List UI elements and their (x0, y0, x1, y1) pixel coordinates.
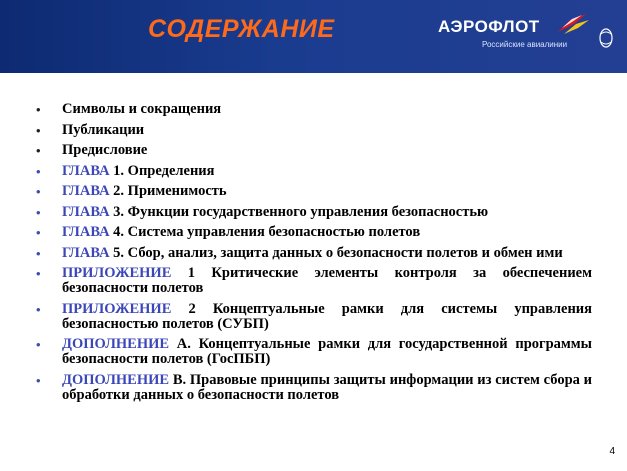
logo-name: АЭРОФЛОТ (438, 17, 540, 36)
bullet-icon: • (36, 143, 41, 158)
wings-icon (556, 10, 590, 36)
toc-item (36, 266, 592, 296)
toc-text: 1 Критические элементы контроля за обеспечением безопасности полетов (62, 265, 592, 296)
toc-text: 5. Сбор, анализ, защита данных о безопасности полетов и обмен ими (109, 244, 563, 261)
toc-item (36, 164, 592, 179)
toc-item (36, 123, 592, 138)
aeroflot-logo (438, 12, 613, 62)
toc-item (36, 143, 592, 158)
page-number: 4 (609, 446, 615, 457)
toc-item (36, 184, 592, 199)
toc-text: 4. Система управления безопасностью полетов (109, 224, 421, 240)
toc-item (36, 302, 592, 332)
toc-text: 3. Функции государственного управления безопасностью (109, 203, 489, 220)
toc-item (36, 225, 592, 240)
toc-keyword: ГЛАВА (62, 224, 110, 240)
toc-keyword: ПРИЛОЖЕНИЕ (62, 300, 172, 317)
bullet-icon: • (36, 372, 41, 388)
toc-keyword: ГЛАВА (62, 244, 110, 261)
bullet-icon: • (36, 301, 41, 317)
toc-keyword: ДОПОЛНЕНИЕ (62, 336, 170, 352)
toc-text: 2. Применимость (109, 183, 227, 199)
bullet-icon: • (36, 266, 41, 281)
toc-item (36, 337, 592, 367)
bullet-icon: • (36, 204, 41, 220)
toc-keyword: ГЛАВА (62, 183, 110, 199)
bullet-icon: • (36, 245, 41, 261)
bullet-icon: • (36, 122, 41, 138)
bullet-icon: • (36, 163, 41, 179)
toc-text: Предисловие (62, 142, 148, 158)
toc-text: 2 Концептуальные рамки для системы управления безопасностью полетов (СУБП) (62, 300, 592, 332)
table-of-contents (36, 102, 592, 408)
bullet-icon: • (36, 184, 41, 199)
toc-keyword: ПРИЛОЖЕНИЕ (62, 265, 172, 281)
bullet-icon: • (36, 102, 41, 117)
toc-text: 1. Определения (109, 162, 215, 179)
toc-item (36, 205, 592, 220)
toc-item (36, 102, 592, 117)
logo-subtitle: Российские авиалинии (482, 40, 568, 49)
toc-item (36, 246, 592, 261)
toc-item (36, 373, 592, 403)
header-banner (0, 0, 627, 73)
toc-text: А. Концептуальные рамки для государственной программы безопасности полетов (ГосПБП) (62, 336, 592, 367)
toc-keyword: ГЛАВА (62, 162, 110, 179)
skyteam-emblem-icon (598, 26, 614, 50)
toc-text: В. Правовые принципы защиты информации из систем сбора и обработки данных о безопасности полетов (62, 371, 592, 403)
toc-text: Публикации (62, 121, 145, 138)
toc-text: Символы и сокращения (62, 101, 222, 117)
toc-keyword: ДОПОЛНЕНИЕ (62, 371, 170, 388)
bullet-icon: • (36, 337, 41, 352)
page-title: СОДЕРЖАНИЕ (148, 15, 335, 43)
bullet-icon: • (36, 225, 41, 240)
toc-keyword: ГЛАВА (62, 203, 110, 220)
